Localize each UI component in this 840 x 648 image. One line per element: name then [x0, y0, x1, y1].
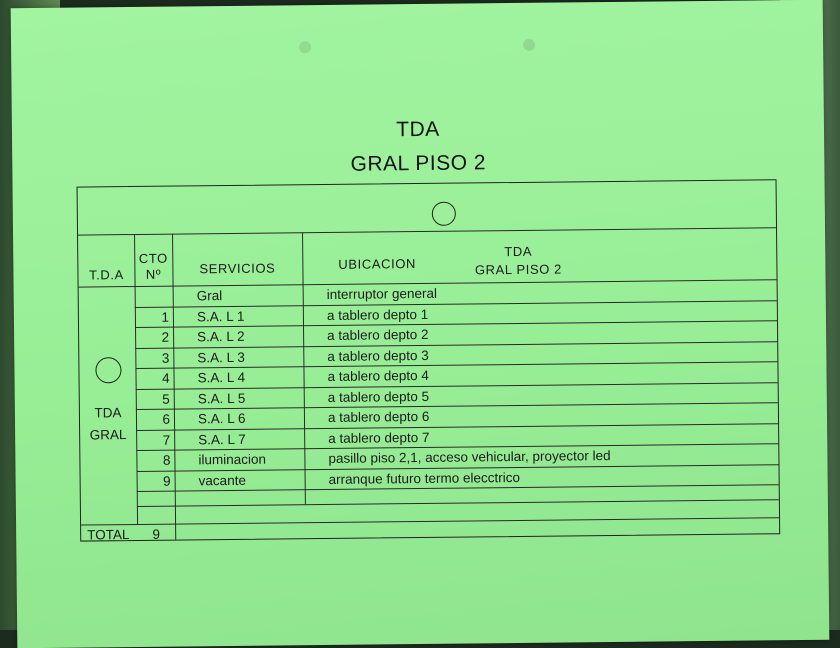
banner-circle-icon [432, 202, 456, 226]
row-servicio: iluminacion [198, 452, 266, 468]
row-ubicacion: a tablero depto 2 [327, 327, 428, 343]
punch-hole-left [299, 41, 311, 53]
row-servicio: S.A. L 7 [198, 431, 246, 446]
group-label-line2: GRAL [80, 427, 136, 443]
row-servicio: S.A. L 1 [197, 308, 245, 323]
col-divider-servicios [302, 232, 306, 504]
header-tda-right-line1: TDA [458, 243, 578, 259]
group-circle-icon [95, 357, 121, 383]
row-divider [135, 300, 777, 308]
row-ubicacion: interruptor general [327, 286, 437, 302]
row-cto: 7 [136, 432, 170, 447]
row-cto: 4 [135, 371, 169, 386]
total-value: 9 [137, 527, 175, 542]
col-divider-cto [172, 234, 176, 540]
row-cto: 3 [135, 350, 169, 365]
row-ubicacion: a tablero depto 1 [327, 306, 428, 322]
row-servicio: Gral [197, 288, 223, 303]
header-tda-right-line2: GRAL PISO 2 [458, 261, 578, 277]
row-ubicacion: a tablero depto 3 [327, 347, 428, 363]
row-servicio: S.A. L 6 [198, 411, 246, 426]
header-tda: T.D.A [78, 267, 134, 283]
row-ubicacion: pasillo piso 2,1, acceso vehicular, proyector led [328, 448, 610, 466]
row-ubicacion: a tablero depto 4 [327, 368, 428, 384]
row-servicio: vacante [199, 472, 246, 487]
empty-row-divider [137, 499, 779, 507]
total-label: TOTAL [87, 527, 129, 542]
group-label-line1: TDA [80, 405, 136, 421]
row-ubicacion: a tablero depto 6 [328, 409, 429, 425]
table-rows [78, 180, 776, 187]
row-cto: 5 [136, 391, 170, 406]
header-cto-line1: CTO [134, 251, 172, 266]
header-ubicacion: UBICACION [338, 256, 416, 272]
punch-hole-right [523, 39, 535, 51]
header-top-line [78, 227, 776, 235]
row-ubicacion: a tablero depto 7 [328, 429, 429, 445]
header-servicios: SERVICIOS [172, 260, 302, 276]
row-cto: 1 [135, 309, 169, 324]
row-ubicacion: arranque futuro termo elecctrico [329, 469, 520, 486]
row-cto: 8 [136, 453, 170, 468]
row-servicio: S.A. L 5 [198, 390, 246, 405]
total-top-line [81, 517, 779, 525]
row-ubicacion: a tablero depto 5 [328, 388, 429, 404]
row-cto: 6 [136, 412, 170, 427]
document-title: TDA [12, 114, 824, 147]
row-cto: 9 [137, 473, 171, 488]
paper-sheet [11, 0, 830, 648]
header-cto-line2: Nº [134, 267, 172, 282]
row-servicio: S.A. L 3 [197, 349, 245, 364]
document-subtitle: GRAL PISO 2 [12, 148, 824, 181]
row-servicio: S.A. L 4 [197, 370, 245, 385]
row-cto: 2 [135, 330, 169, 345]
row-servicio: S.A. L 2 [197, 329, 245, 344]
circuit-table [77, 179, 781, 541]
